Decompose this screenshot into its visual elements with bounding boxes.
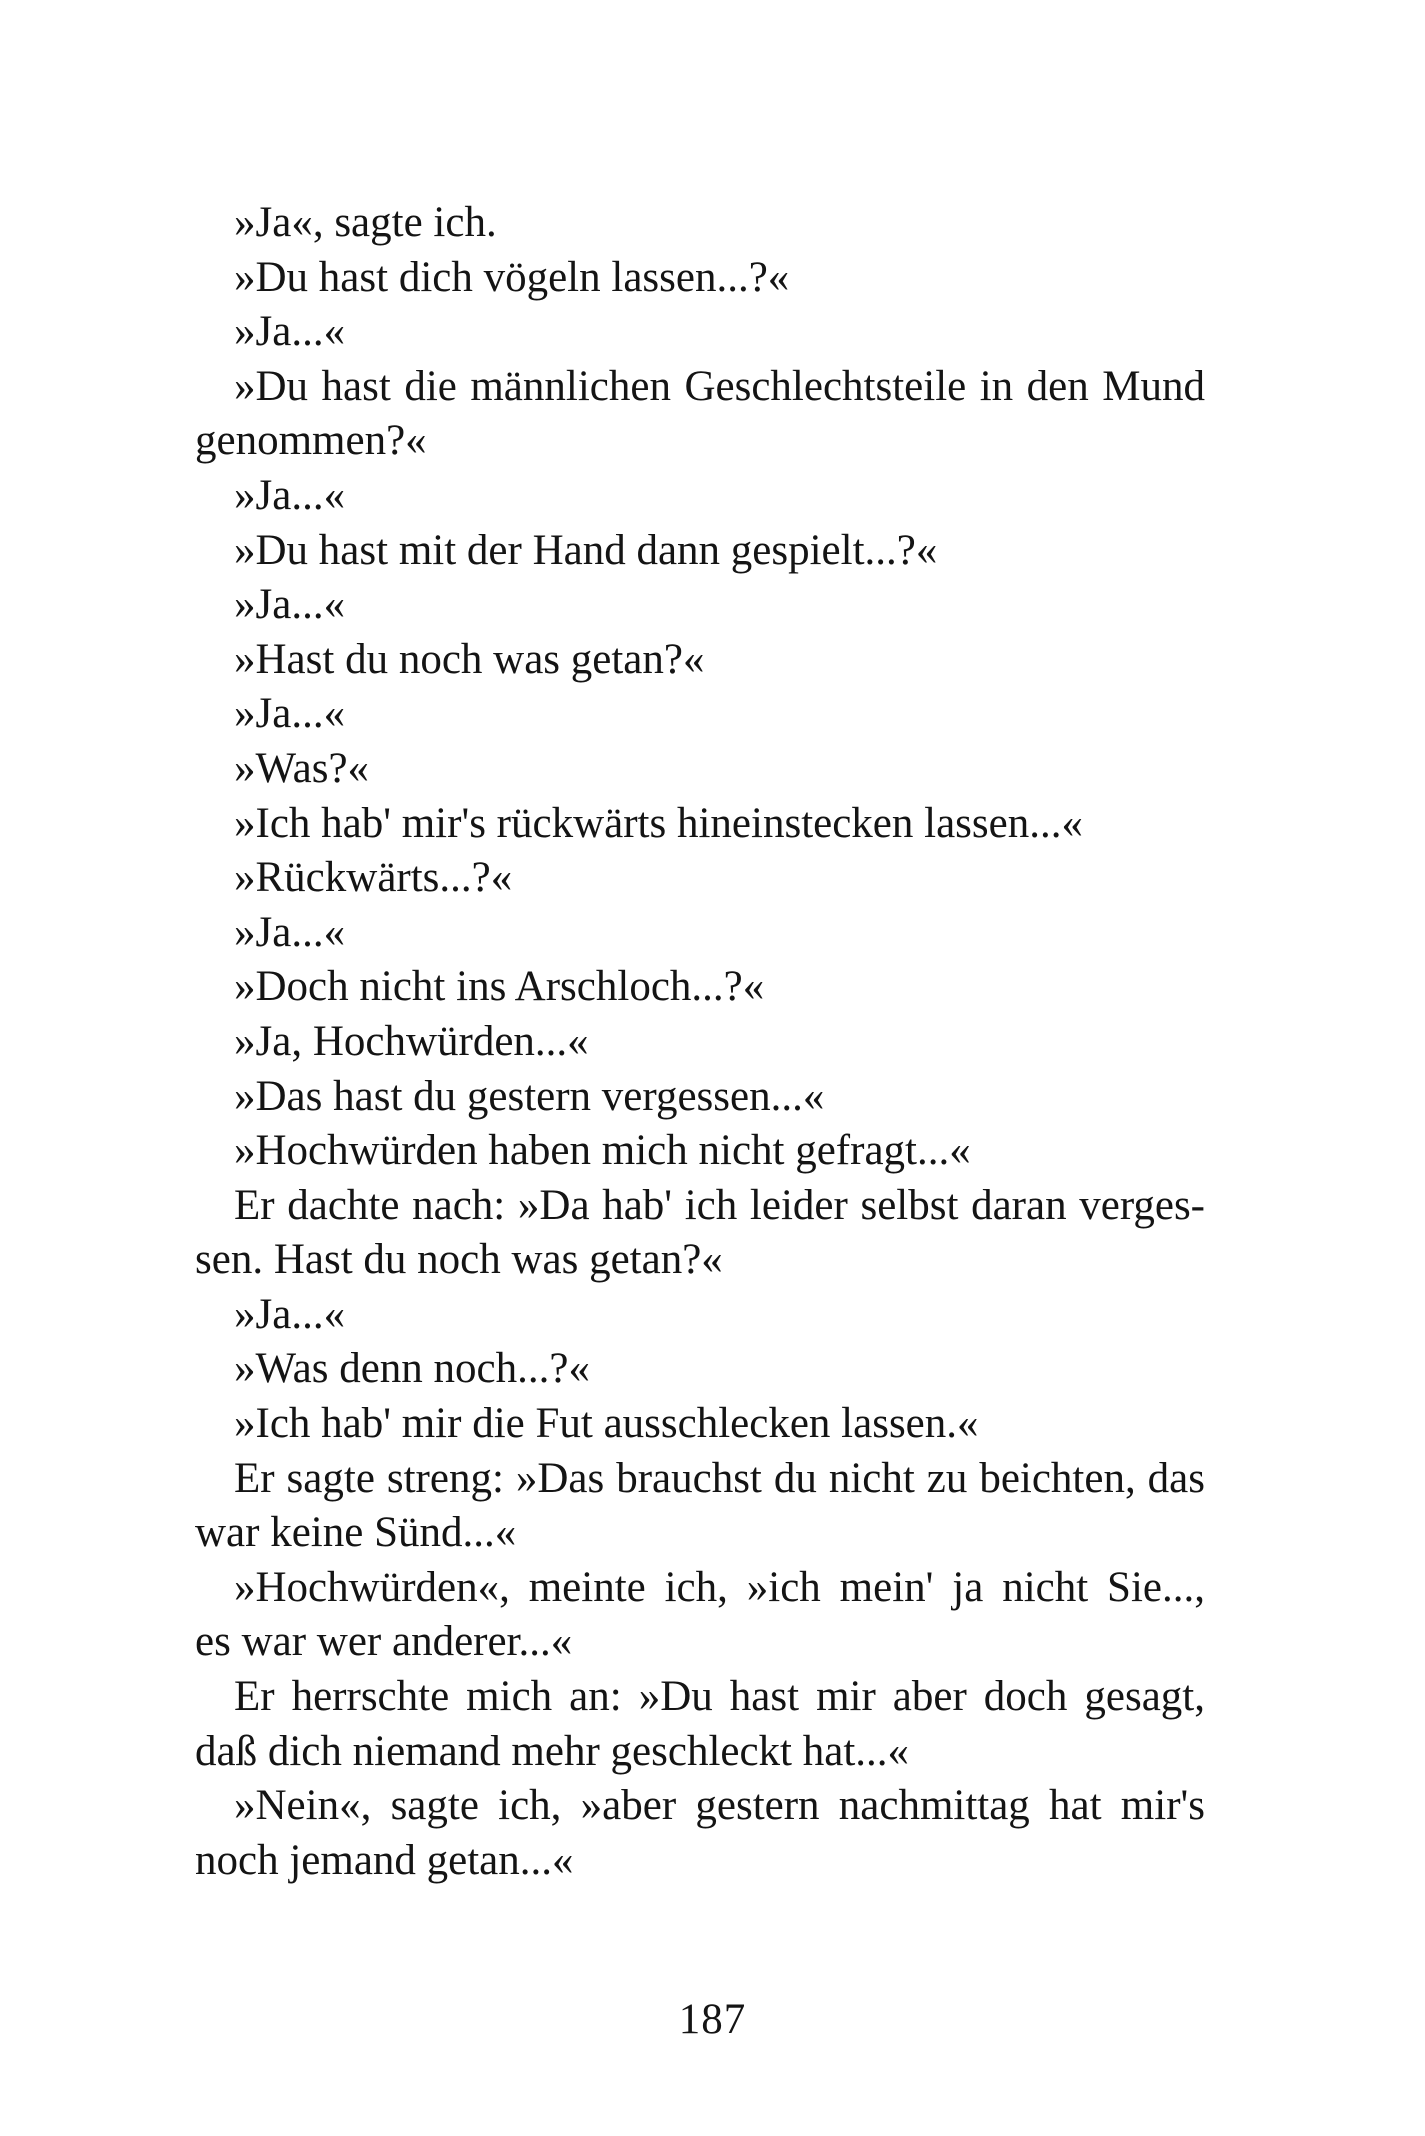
text-line: »Hast du noch was getan?« (234, 635, 705, 683)
text-line: »Was?« (234, 744, 370, 792)
text-line: Er herrschte mich an: »Du hast mir aber doch gesagt, (234, 1673, 1205, 1721)
text-line: »Nein«, sagte ich, »aber gestern nachmittag hat mir's (234, 1782, 1205, 1830)
text-line: »Ich hab' mir die Fut ausschlecken lassen.« (234, 1400, 979, 1448)
text-line: »Du hast die männlichen Geschlechtsteile in den Mund (234, 362, 1205, 410)
text-line: »Ja...« (234, 690, 346, 738)
text-line: Er dachte nach: »Da hab' ich leider selbst daran verges- (234, 1181, 1205, 1229)
text-line: war keine Sünd...« (195, 1509, 517, 1557)
text-line: »Doch nicht ins Arschloch...?« (234, 963, 765, 1011)
text-line: sen. Hast du noch was getan?« (195, 1236, 723, 1284)
text-line: daß dich niemand mehr geschleckt hat...« (195, 1727, 910, 1775)
page-number: 187 (678, 1996, 747, 2043)
text-line: »Rückwärts...?« (234, 854, 513, 902)
text-line: »Ja...« (234, 581, 346, 629)
text-line: »Ich hab' mir's rückwärts hineinstecken lassen...« (234, 799, 1083, 847)
text-line: »Ja, Hochwürden...« (234, 1017, 589, 1065)
text-line: »Ja...« (234, 1290, 346, 1338)
text-line: »Hochwürden haben mich nicht gefragt...« (234, 1127, 971, 1175)
text-line: noch jemand getan...« (195, 1836, 574, 1884)
text-line: »Ja...« (234, 908, 346, 956)
text-line: »Ja«, sagte ich. (234, 199, 497, 246)
text-line: »Hochwürden«, meinte ich, »ich mein' ja nicht Sie..., (234, 1563, 1205, 1611)
text-line: »Du hast mit der Hand dann gespielt...?« (234, 526, 938, 574)
text-line: Er sagte streng: »Das brauchst du nicht zu beichten, das (234, 1454, 1205, 1502)
text-line: »Das hast du gestern vergessen...« (234, 1072, 825, 1120)
text-line: »Ja...« (234, 471, 346, 519)
text-line: »Du hast dich vögeln lassen...?« (234, 253, 790, 301)
text-line: »Was denn noch...?« (234, 1345, 590, 1393)
body-text (195, 196, 1205, 1888)
text-line: es war wer anderer...« (195, 1618, 573, 1666)
text-line: »Ja...« (234, 308, 346, 356)
text-line: genommen?« (195, 417, 427, 465)
